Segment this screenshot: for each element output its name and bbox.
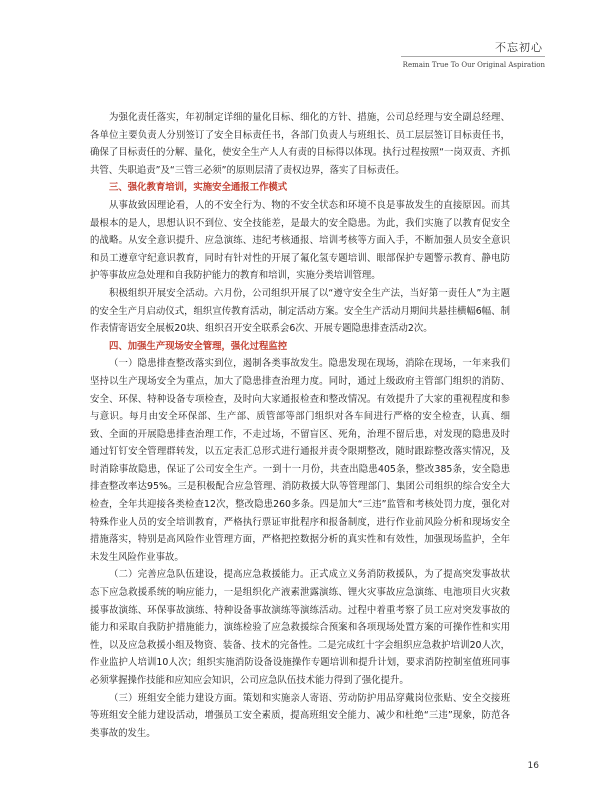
page-number: 16 [527,761,539,771]
paragraph: （一）隐患排查整改落实到位，遏制各类事故发生。隐患发现在现场，消除在现场，一年来我们坚持以生产现场安全为重点，加大了隐患排查治理力度。同时，通过上级政府主管部门组织的消防、安全、环保、特种设备专项检查，及时向大家通报检查和整改情况。有效提升了大家的重视程度和参与意识。每月由安全环保部、生产部、质管部等部门组织对各车间进行严格的安全检查，认真、细致、全面的开展隐患排查治理工作，不走过场，不留盲区、死角，治理不留后患，对发现的隐患及时通过钉钉安全管理群转发，以五定表汇总形式进行通报并责令限期整改，随时跟踪整改落实情况，及时消除事故隐患，保证了公司安全生产。一到十一月份，共查出隐患405条，整改385条，安全隐患排查整改率达95%。三是积极配合应急管理、消防救援大队等管理部门、集团公司组织的综合安全大检查，全年共迎接各类检查12次，整改隐患260多条。四是加大“三违”监管和考核处罚力度，强化对特殊作业人员的安全培训教育，严格执行票证审批程序和报备制度，进行作业前风险分析和现场安全措施落实，特别是高风险作业管理方面，严格把控数据分析的真实性和有效性，加强现场监护，全年未发生风险作业事故。 [90,358,510,563]
header-subtitle: Remain True To Our Original Aspiration [402,61,545,69]
document-body [90,109,510,742]
paragraph: 积极组织开展安全活动。六月份，公司组织开展了以“遵守安全生产法，当好第一责任人”为主题的安全生产月启动仪式，组织宣传教育活动，制定活动方案。安全生产活动月期间共悬挂横幅6幅、制作表情寄语安全展板20块、组织召开安全联系会6次、开展专题隐患排查活动2次。 [90,287,510,335]
paragraph: （三）班组安全能力建设方面。策划和实施亲人寄语、劳动防护用品穿戴岗位张贴、安全交接班等班组安全能力建设活动，增强员工安全素质，提高班组安全能力、减少和杜绝“三违”现象，防范各类事故的发生。 [90,692,510,739]
header-title: 不忘初心 [495,41,543,54]
section-heading: 三、强化教育培训，实施安全通报工作模式 [109,182,288,194]
paragraph: （二）完善应急队伍建设，提高应急救援能力。正式成立义务消防救援队，为了提高突发事故状态下应急救援系统的响应能力，一是组织化产液素泄露演练、锂火灾事故应急演练、电池项目火灾救援事故演练、环保事故演练、特种设备事故演练等演练活动。过程中着重考察了员工应对突发事故的能力和采取自我防护措施能力，演练检验了应急救援综合预案和各项现场处置方案的可操作性和实用性，以及应急救援小组及物资、装备、技术的完备性。二是完成红十字会组织应急救护培训20人次，作业监护人培训10人次；组织实施消防设备设施操作专题培训和提升计划，要求消防控制室值班同事必须掌握操作技能和应知应会知识，公司应急队伍技术能力得到了强化提升。 [90,569,510,686]
section-heading: 四、加强生产现场安全管理，强化过程监控 [109,340,288,352]
paragraph: 为强化责任落实，年初制定详细的量化目标、细化的方针、措施，公司总经理与安全副总经理、各单位主要负责人分别签订了安全目标责任书，各部门负责人与班组长、员工层层签订目标责任书，确保了目标责任的分解、量化，使安全生产人人有责的目标得以体现。执行过程按照“一岗双责、齐抓共管、失职追责”及“三管三必须”的原则层清了责权边界，落实了目标责任。 [90,112,510,176]
paragraph: 从事故致因理论看，人的不安全行为、物的不安全状态和环境不良是事故发生的直接原因。而其最根本的是人，思想认识不到位、安全技能差，是最大的安全隐患。为此，我们实施了以教育促安全的战略。从安全意识提升、应急演练、违纪考核通报、培训考核等方面入手，不断加强人员安全意识和员工遵章守纪意识教育，同时有针对性的开展了氟化氢专题培训、眼部保护专题警示教育、静电防护等事故应急处理和自我防护能力的教育和培训，实施分类培训管理。 [90,199,510,282]
header-rule [401,56,545,57]
